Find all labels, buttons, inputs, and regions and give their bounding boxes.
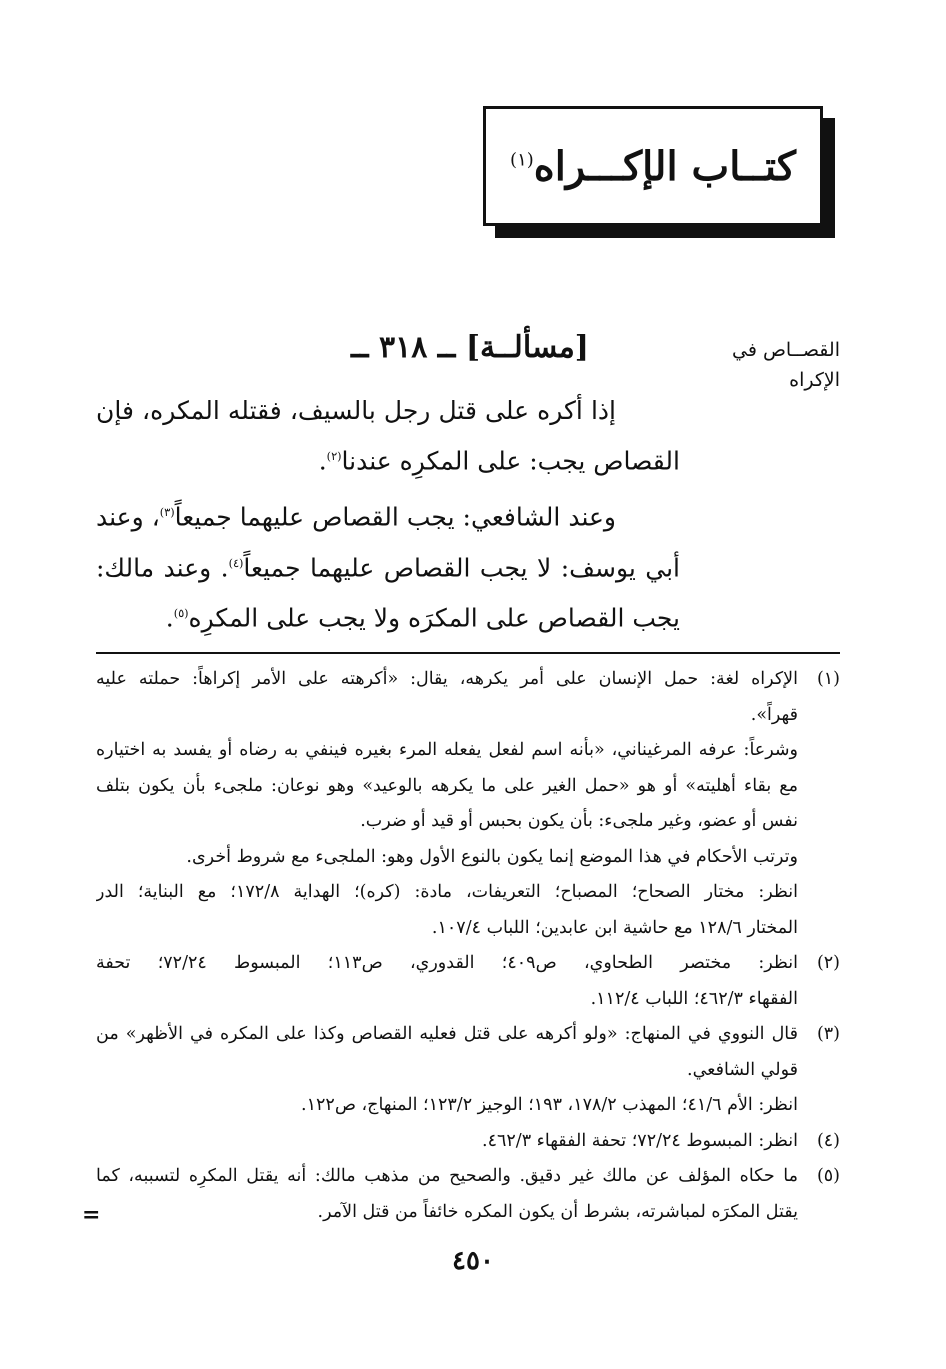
footnote-line: مع بقاء أهليته» أو هو «حمل الغير على ما يكرهه بالوعيد» وهو نوعان: ملجىء بأن يكون بتلف (96, 775, 798, 796)
footnote-1 (96, 662, 840, 946)
footnote-ref-4: (٤) (228, 556, 244, 570)
footnote-line: قال النووي في المنهاج: «ولو أكرهه على قتل فعليه القصاص وكذا على المكره في الأظهر» من (96, 1024, 798, 1044)
footnote-line: وشرعاً: عرفه المرغيناني، «بأنه اسم لفعل يفعله المرء بغيره فينفي به رضاه أو يفسد به اختياره (96, 740, 798, 760)
footnote-number: (٤) (816, 1130, 840, 1151)
footnote-line: انظر: الأم ٤١/٦؛ المهذب ١٧٨/٢، ١٩٣؛ الوجيز ١٢٣/٢؛ المنهاج، ص١٢٢. (301, 1095, 798, 1115)
book-title-footnote-ref: (١) (510, 149, 534, 171)
margin-side-note (700, 335, 840, 395)
book-title-box (483, 106, 823, 226)
footnote-line: قهراً». (750, 704, 798, 725)
footnote-number: (٣) (816, 1024, 840, 1044)
footnote-line: المختار ١٢٨/٦ مع حاشية ابن عابدين؛ اللباب ١٠٧/٤. (431, 917, 798, 938)
footnote-line: الفقهاء ٤٦٢/٣؛ اللباب ١١٢/٤. (590, 988, 798, 1009)
footnote-line: وترتب الأحكام في هذا الموضع إنما يكون بالنوع الأول وهو: الملجىء مع شروط أخرى. (186, 846, 798, 867)
footnote-2 (96, 946, 840, 1017)
page-number: ٤٥٠ (452, 1246, 494, 1276)
footnote-ref-2: (٢) (326, 450, 342, 463)
footnote-line: ما حكاه المؤلف عن مالك غير دقيق. والصحيح من مذهب مالك: أنه يقتل المكرِه لتسببه، كما (96, 1166, 798, 1186)
footnote-line: انظر: مختصر الطحاوي، ص٤٠٩؛ القدوري، ص١١٣؛ المبسوط ٧٢/٢٤؛ تحفة (96, 953, 798, 973)
footnote-line: قولي الشافعي. (687, 1059, 798, 1080)
footnote-number: (٥) (816, 1166, 840, 1186)
footnote-ref-3: (٣) (159, 506, 175, 520)
footnote-line: انظر: المبسوط ٧٢/٢٤؛ تحفة الفقهاء ٤٦٢/٣. (482, 1130, 798, 1151)
footnotes (96, 662, 840, 1230)
footnote-line: انظر: مختار الصحاح؛ المصباح؛ التعريفات، مادة: (كره)؛ الهداية ١٧٢/٨؛ مع البناية؛ الدر (96, 882, 798, 902)
footnote-line: يقتل المكرَه لمباشرته، بشرط أن يكون المكره خائفاً من قتل الآمر. (317, 1201, 798, 1222)
footnote-number: (١) (816, 669, 840, 689)
footnote-5 (96, 1159, 840, 1230)
main-paragraph-1: إذا أكره على قتل رجل بالسيف، فقتله المكره، فإن القصاص يجب: على المكرِه عندنا$^{(٢)}$. (96, 396, 680, 476)
footnote-3 (96, 1017, 840, 1124)
side-note-line-2: الإكراه (789, 369, 840, 391)
main-text (96, 388, 680, 641)
issue-heading: [مسألــة] ــ ٣١٨ ــ (350, 330, 589, 365)
footnote-divider (96, 652, 840, 654)
footnote-line: الإكراه لغة: حمل الإنسان على أمر يكرهه، يقال: «أكرهته على الأمر إكراهاً: حملته عليه (96, 669, 798, 689)
main-paragraph-2: وعند الشافعي: يجب القصاص عليهما جميعاً$^{(٣)}$، وعند أبي يوسف: لا يجب القصاص عليهما جميعاً$^{(٤)}$. وعند مالك: يجب القصاص على المكرَه ولا يجب على المكرِه$^{(٥)}$. (96, 502, 680, 633)
side-note-line-1: القصــاص في (731, 339, 840, 361)
footnote-number: (٢) (816, 953, 840, 973)
book-title: كتــاب الإكـــراه$^{(١)}$ (510, 142, 796, 190)
continuation-mark: = (82, 1202, 101, 1228)
footnote-4 (96, 1124, 840, 1160)
footnote-line: نفس أو عضو، وغير ملجىء: بأن يكون بحبس أو قيد أو ضرب. (360, 811, 798, 831)
footnote-ref-5: (٥) (173, 606, 189, 620)
